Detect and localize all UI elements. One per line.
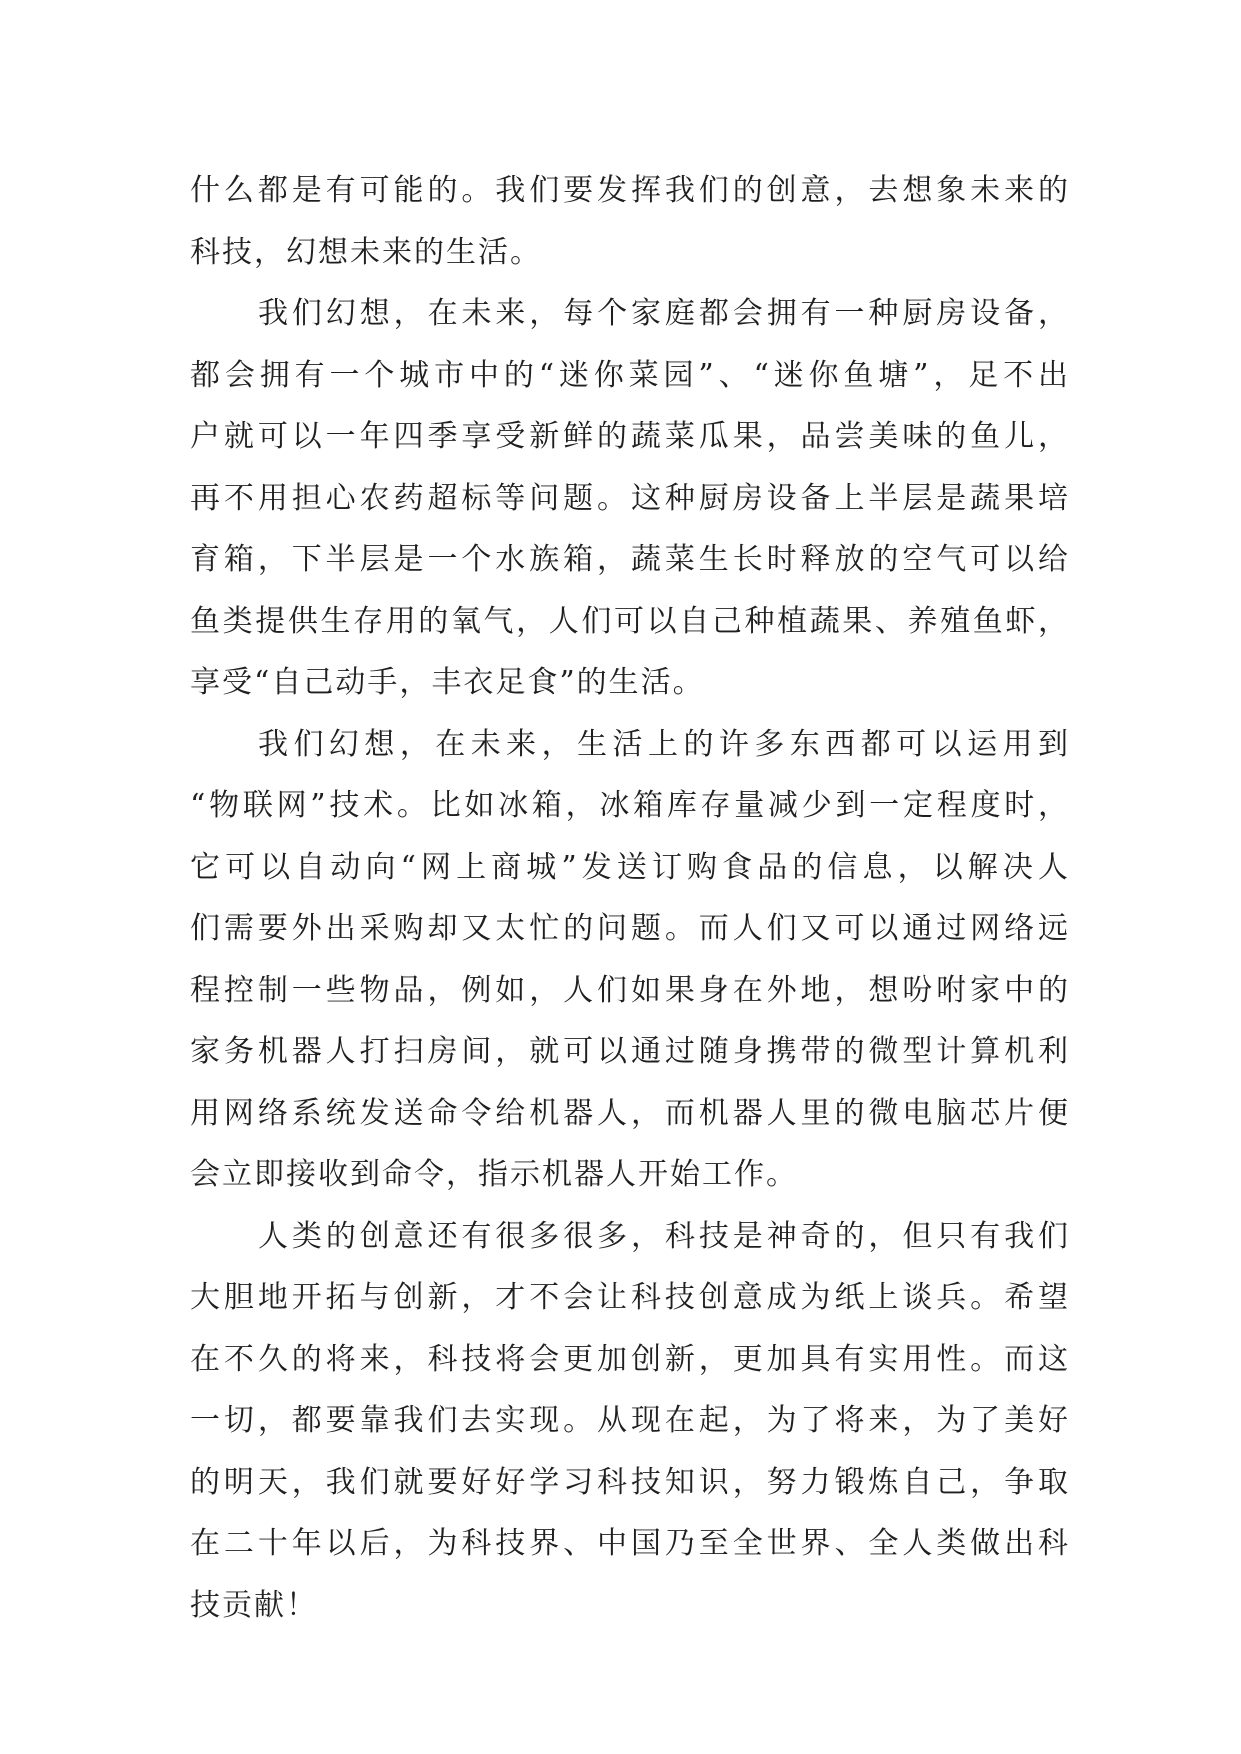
paragraph-3 [190,714,1070,1206]
text-line: 再不用担心农药超标等问题。这种厨房设备上半层是蔬果培 [190,480,1070,516]
text-line: 在不久的将来，科技将会更加创新，更加具有实用性。而这 [190,1341,1070,1377]
text-line: 户就可以一年四季享受新鲜的蔬菜瓜果，品尝美味的鱼儿， [190,419,1070,454]
paragraph-2 [190,283,1070,714]
text-line: 家务机器人打扫房间，就可以通过随身携带的微型计算机利 [190,1034,1070,1069]
paragraph-4 [190,1206,1070,1637]
text-line: 享受“自己动手，丰衣足食”的生活。 [190,665,705,700]
text-line: “物联网”技术。比如冰箱，冰箱库存量减少到一定程度时， [190,788,1070,823]
text-line: 在二十年以后，为科技界、中国乃至全世界、全人类做出科 [190,1526,1070,1561]
text-line: 科技，幻想未来的生活。 [190,234,542,270]
text-line: 我们幻想，在未来，每个家庭都会拥有一种厨房设备， [258,296,1070,331]
text-line: 技贡献！ [190,1587,318,1623]
text-line: 它可以自动向“网上商城”发送订购食品的信息，以解决人 [190,849,1070,885]
text-line: 都会拥有一个城市中的“迷你菜园”、“迷你鱼塘”，足不出 [190,357,1070,393]
text-line: 程控制一些物品，例如，人们如果身在外地，想吩咐家中的 [190,972,1070,1008]
text-line: 大胆地开拓与创新，才不会让科技创意成为纸上谈兵。希望 [190,1280,1070,1315]
text-line: 人类的创意还有很多很多，科技是神奇的，但只有我们 [258,1218,1070,1254]
text-line: 育箱，下半层是一个水族箱，蔬菜生长时释放的空气可以给 [190,542,1070,577]
paragraph-1 [190,160,1070,283]
text-line: 一切，都要靠我们去实现。从现在起，为了将来，为了美好 [190,1403,1070,1438]
text-line: 我们幻想，在未来，生活上的许多东西都可以运用到 [258,726,1070,762]
text-line: 会立即接收到命令，指示机器人开始工作。 [190,1157,798,1192]
document-body [190,160,1070,1636]
text-line: 们需要外出采购却又太忙的问题。而人们又可以通过网络远 [190,911,1070,946]
text-line: 的明天，我们就要好好学习科技知识，努力锻炼自己，争取 [190,1464,1070,1500]
text-line: 什么都是有可能的。我们要发挥我们的创意，去想象未来的 [190,173,1070,208]
text-line: 鱼类提供生存用的氧气，人们可以自己种植蔬果、养殖鱼虾， [190,603,1070,639]
text-line: 用网络系统发送命令给机器人，而机器人里的微电脑芯片便 [190,1095,1070,1131]
